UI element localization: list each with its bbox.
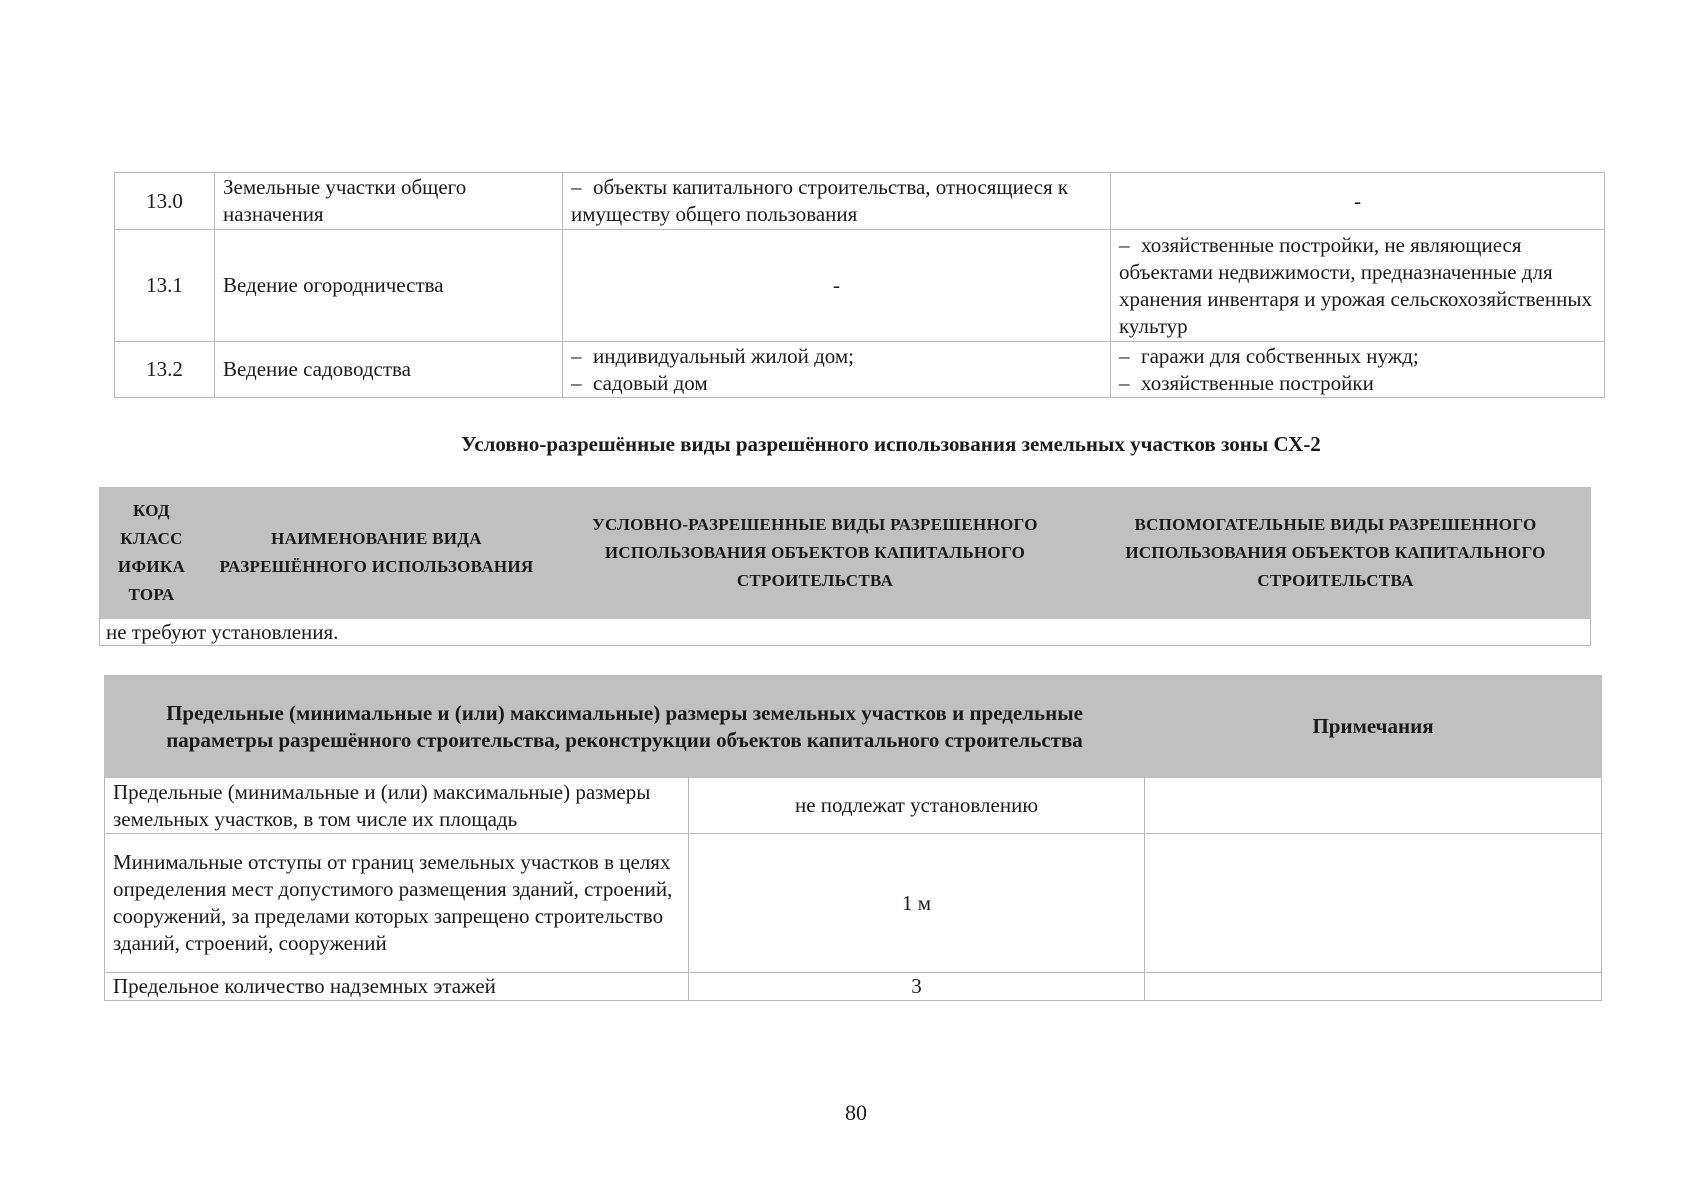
main-use-cell	[563, 342, 1111, 398]
page-number: 80	[845, 1100, 867, 1125]
use-code: 13.1	[115, 230, 215, 342]
column-header-name: НАИМЕНОВАНИЕ ВИДА РАЗРЕШЁННОГО ИСПОЛЬЗОВАНИЯ	[204, 488, 550, 619]
permitted-use-table	[114, 172, 1605, 398]
table-row	[100, 619, 1591, 646]
list-item: – объекты капитального строительства, относящиеся к имуществу общего пользования	[571, 175, 1069, 226]
column-header-conditional: УСЛОВНО-РАЗРЕШЕННЫЕ ВИДЫ РАЗРЕШЕННОГО ИСПОЛЬЗОВАНИЯ ОБЪЕКТОВ КАПИТАЛЬНОГО СТРОИТЕЛЬСТВА	[550, 488, 1081, 619]
aux-use-cell: -	[1111, 173, 1605, 230]
param-name: Минимальные отступы от границ земельных участков в целях определения мест допустимого размещения зданий, строений, сооружений, за пределами которых запрещено строительство зданий, строений, сооружений	[105, 834, 689, 973]
param-value: 3	[689, 973, 1145, 1001]
list-item: – индивидуальный жилой дом;	[571, 343, 854, 368]
list-item: – садовый дом	[571, 370, 708, 395]
table-row	[105, 834, 1602, 973]
param-name: Предельные (минимальные и (или) максимальные) размеры земельных участков, в том числе их площадь	[105, 778, 689, 834]
use-name: Земельные участки общего назначения	[215, 173, 563, 230]
column-header-auxiliary: ВСПОМОГАТЕЛЬНЫЕ ВИДЫ РАЗРЕШЕННОГО ИСПОЛЬЗОВАНИЯ ОБЪЕКТОВ КАПИТАЛЬНОГО СТРОИТЕЛЬСТВА	[1081, 488, 1591, 619]
section-heading: Условно-разрешённые виды разрешённого использования земельных участков зоны СХ-2	[461, 432, 1321, 456]
main-use-cell	[563, 173, 1111, 230]
param-note	[1145, 834, 1602, 973]
param-note	[1145, 778, 1602, 834]
conditional-use-table	[99, 487, 1591, 646]
use-code: 13.0	[115, 173, 215, 230]
column-header-notes: Примечания	[1145, 676, 1602, 778]
table-row	[115, 342, 1605, 398]
param-value: 1 м	[689, 834, 1145, 973]
use-name: Ведение садоводства	[215, 342, 563, 398]
list-item: – хозяйственные постройки, не являющиеся объектами недвижимости, предназначенные для хранения инвентаря и урожая сельскохозяйственных культур	[1119, 232, 1592, 338]
param-note	[1145, 973, 1602, 1001]
table-header-row	[100, 488, 1591, 619]
list-item: – гаражи для собственных нужд;	[1119, 343, 1419, 368]
use-name: Ведение огородничества	[215, 230, 563, 342]
list-item: – хозяйственные постройки	[1119, 370, 1374, 395]
param-value: не подлежат установлению	[689, 778, 1145, 834]
table-row	[115, 230, 1605, 342]
use-code: 13.2	[115, 342, 215, 398]
column-header-parameters: Предельные (минимальные и (или) максимальные) размеры земельных участков и предельные параметры разрешённого строительства, реконструкции объектов капитального строительства	[105, 676, 1145, 778]
main-use-cell: -	[563, 230, 1111, 342]
table-row	[115, 173, 1605, 230]
aux-use-cell	[1111, 230, 1605, 342]
parameters-table	[104, 675, 1602, 1001]
not-required-note: не требуют установления.	[100, 619, 1591, 646]
param-name: Предельное количество надземных этажей	[105, 973, 689, 1001]
table-row	[105, 778, 1602, 834]
table-header-row	[105, 676, 1602, 778]
table-row	[105, 973, 1602, 1001]
column-header-code: КОД КЛАСС ИФИКА ТОРА	[100, 488, 204, 619]
aux-use-cell	[1111, 342, 1605, 398]
